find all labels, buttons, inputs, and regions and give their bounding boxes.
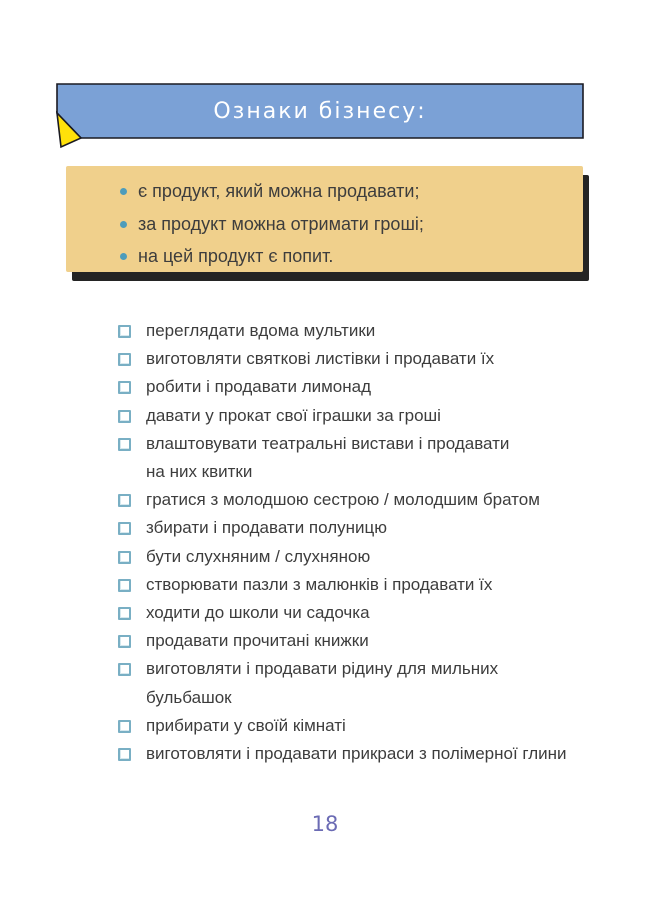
- check-item-lines: [146, 543, 370, 571]
- check-item-lines: [146, 712, 346, 740]
- checklist-item: [118, 712, 593, 740]
- checkbox-icon[interactable]: [118, 720, 131, 733]
- check-item-line: робити і продавати лимонад: [146, 377, 372, 397]
- check-item-line: бульбашок: [146, 687, 232, 707]
- check-item-lines: [146, 402, 441, 430]
- business-sign-item: [120, 208, 563, 241]
- checkbox-icon[interactable]: [118, 353, 131, 366]
- check-item-lines: [146, 627, 369, 655]
- business-sign-item: [120, 240, 563, 273]
- check-item-line: давати у прокат свої іграшки за гроші: [146, 405, 441, 425]
- check-item-line: влаштовувати театральні вистави і продавати: [146, 433, 510, 453]
- check-item-lines: [146, 571, 492, 599]
- checkbox-icon[interactable]: [118, 438, 131, 451]
- checkbox-icon[interactable]: [118, 607, 131, 620]
- checklist-item: [118, 430, 593, 486]
- checkbox-icon[interactable]: [118, 494, 131, 507]
- check-item-lines: [146, 486, 540, 514]
- checklist-item: [118, 486, 593, 514]
- checklist-item: [118, 373, 593, 401]
- check-item-line: збирати і продавати полуницю: [146, 518, 387, 538]
- check-item-line: бути слухняним / слухняною: [146, 546, 371, 566]
- checkbox-icon[interactable]: [118, 748, 131, 761]
- checklist-item: [118, 514, 593, 542]
- business-sign-text: за продукт можна отримати гроші;: [138, 213, 424, 234]
- checkbox-icon[interactable]: [118, 522, 131, 535]
- checkbox-icon[interactable]: [118, 410, 131, 423]
- check-item-line: виготовляти і продавати рідину для мильних: [146, 659, 499, 679]
- check-item-lines: [146, 373, 371, 401]
- checkbox-icon[interactable]: [118, 579, 131, 592]
- business-sign-item: [120, 175, 563, 208]
- checkbox-icon[interactable]: [118, 325, 131, 338]
- check-item-lines: [146, 345, 494, 373]
- check-item-lines: [146, 599, 370, 627]
- check-item-line: ходити до школи чи садочка: [146, 603, 370, 623]
- page-title: Ознаки бізнесу:: [213, 98, 427, 124]
- checklist-item: [118, 402, 593, 430]
- bullet-dot-icon: [120, 221, 127, 228]
- check-item-lines: [146, 317, 375, 345]
- check-item-line: гратися з молодшою сестрою / молодшим братом: [146, 490, 540, 510]
- business-sign-text: є продукт, який можна продавати;: [138, 181, 420, 201]
- bullet-dot-icon: [120, 188, 127, 195]
- checklist-item: [118, 345, 593, 373]
- business-sign-text: на цей продукт є попит.: [138, 246, 334, 266]
- checklist-item: [118, 740, 593, 768]
- checklist-item: [118, 317, 593, 345]
- checkbox-icon[interactable]: [118, 551, 131, 564]
- check-item-line: виготовляти святкові листівки і продавати їх: [146, 349, 495, 369]
- checklist-item: [118, 571, 593, 599]
- checkbox-icon[interactable]: [118, 663, 131, 676]
- check-item-lines: [146, 740, 567, 768]
- check-item-line: на них квитки: [146, 462, 253, 482]
- business-signs-box: [66, 166, 583, 272]
- checklist-item: [118, 599, 593, 627]
- check-item-line: продавати прочитані книжки: [146, 631, 369, 651]
- checklist-item: [118, 627, 593, 655]
- check-item-lines: [146, 655, 498, 711]
- checkbox-icon[interactable]: [118, 635, 131, 648]
- check-item-line: переглядати вдома мультики: [146, 321, 376, 340]
- page-number: 18: [311, 812, 339, 836]
- check-item-line: створювати пазли з малюнків і продавати їх: [146, 574, 493, 594]
- check-item-lines: [146, 430, 509, 486]
- check-item-line: виготовляти і продавати прикраси з полімерної глини: [146, 744, 567, 764]
- checklist: [118, 317, 593, 768]
- check-item-lines: [146, 514, 387, 542]
- checkbox-icon[interactable]: [118, 381, 131, 394]
- checklist-item: [118, 543, 593, 571]
- checklist-item: [118, 655, 593, 711]
- check-item-line: прибирати у своїй кімнаті: [146, 715, 346, 735]
- bullet-dot-icon: [120, 253, 127, 260]
